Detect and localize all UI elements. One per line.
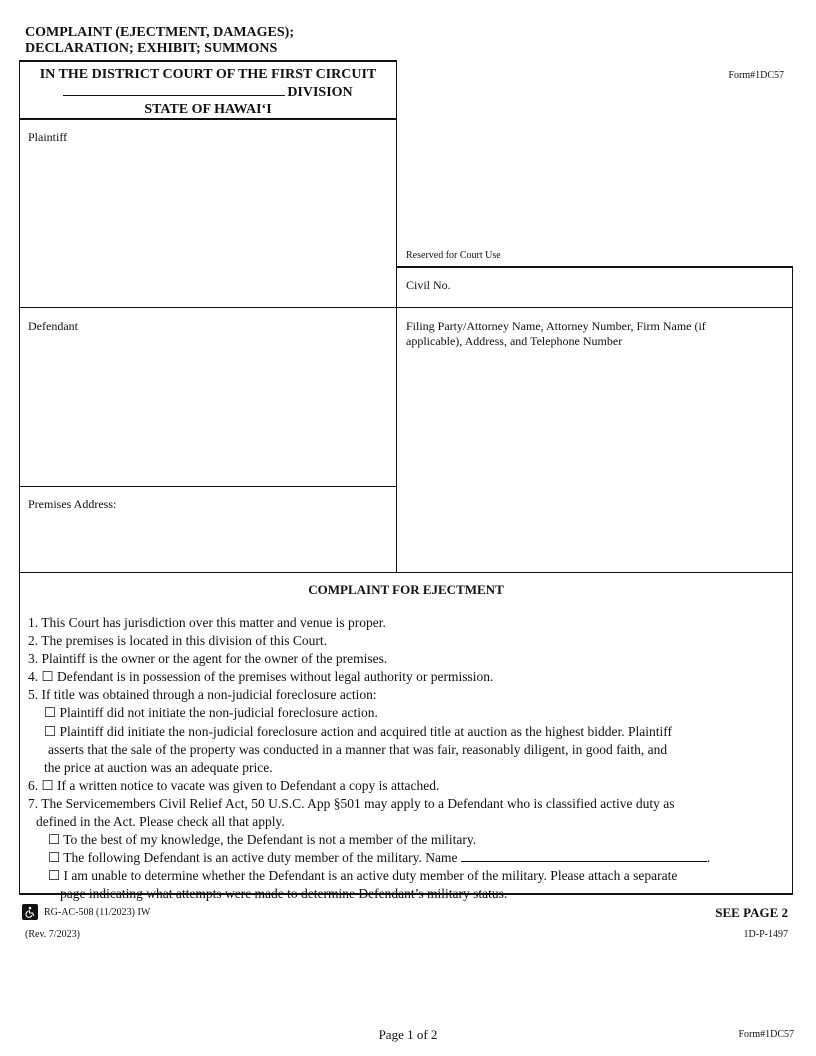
form-title-line1: COMPLAINT (EJECTMENT, DAMAGES); <box>25 25 294 40</box>
division-line <box>20 83 396 101</box>
civil-no-label: Civil No. <box>406 278 451 292</box>
checkbox-unable-determine[interactable]: ☐ <box>48 868 61 884</box>
division-blank[interactable] <box>63 83 285 96</box>
revision-date: (Rev. 7/2023) <box>25 929 80 940</box>
paragraph-6-number: 6. <box>28 777 39 793</box>
paragraph-5b-line2: asserts that the sale of the property was conducted in a manner that was fair, reasonably diligent, in good faith, and <box>48 741 668 757</box>
paragraph-7b: ☐ The following Defendant is an active duty member of the military. Name . <box>48 850 711 866</box>
paragraph-6 <box>28 777 788 795</box>
wheelchair-icon-glyph <box>24 906 36 918</box>
filing-party-line2: applicable), Address, and Telephone Number <box>406 334 623 348</box>
checkbox-did-not-initiate[interactable]: ☐ <box>44 705 57 721</box>
plaintiff-defendant-divider <box>19 307 793 308</box>
form-title <box>25 25 294 57</box>
civil-box-top-border <box>396 266 793 268</box>
document-code: 1D-P-1497 <box>743 929 788 940</box>
complaint-body <box>28 614 788 904</box>
filing-party-line1: Filing Party/Attorney Name, Attorney Number, Firm Name (if <box>406 319 706 333</box>
paragraph-7c-line2: page indicating what attempts were made to determine Defendant’s military status. <box>60 886 508 902</box>
paragraph-3: 3. Plaintiff is the owner or the agent for the owner of the premises. <box>28 651 388 667</box>
paragraph-7a-text: To the best of my knowledge, the Defendant is not a member of the military. <box>63 832 477 848</box>
rg-code: RG-AC-508 (11/2023) IW <box>44 906 151 918</box>
court-name: IN THE DISTRICT COURT OF THE FIRST CIRCUIT <box>39 67 377 82</box>
court-header <box>20 66 396 118</box>
left-box-right-border <box>396 60 397 573</box>
paragraph-4-text: Defendant is in possession of the premises without legal authority or permission. <box>56 669 494 685</box>
see-page-2: SEE PAGE 2 <box>715 905 788 920</box>
paragraph-5b <box>28 723 788 741</box>
complaint-left-border <box>19 572 20 894</box>
checkbox-not-military[interactable]: ☐ <box>48 832 61 848</box>
paragraph-7a <box>28 831 788 849</box>
left-box-top-border <box>19 60 397 62</box>
complaint-section-title: COMPLAINT FOR EJECTMENT <box>308 582 504 597</box>
wheelchair-icon <box>22 904 38 920</box>
paragraph-6-text: If a written notice to vacate was given to Defendant a copy is attached. <box>56 777 440 793</box>
paragraph-7c-line1: I am unable to determine whether the Defendant is an active duty member of the military. Please attach a separate <box>63 868 678 884</box>
page-number: Page 1 of 2 <box>378 1027 438 1042</box>
checkbox-possession[interactable]: ☐ <box>41 669 54 685</box>
footer-left <box>22 904 150 920</box>
paragraph-2: 2. The premises is located in this division of this Court. <box>28 633 327 649</box>
defendant-label: Defendant <box>28 319 78 333</box>
paragraph-4 <box>28 668 788 686</box>
complaint-right-border <box>792 572 793 894</box>
caption-right-border <box>792 266 793 573</box>
checkbox-active-duty[interactable]: ☐ <box>48 850 61 866</box>
plaintiff-label: Plaintiff <box>28 130 68 144</box>
paragraph-7c <box>28 867 788 885</box>
paragraph-5b-line3: the price at auction was an adequate price. <box>44 759 273 775</box>
filing-party-label <box>406 319 786 349</box>
paragraph-7-line2: defined in the Act. Please check all that apply. <box>36 814 285 830</box>
paragraph-7-line1: 7. The Servicemembers Civil Relief Act, 50 U.S.C. App §501 may apply to a Defendant who is classified active duty as <box>28 795 675 811</box>
checkbox-notice-attached[interactable]: ☐ <box>41 777 54 793</box>
checkbox-did-initiate[interactable]: ☐ <box>44 723 57 739</box>
left-box-left-border <box>19 60 20 573</box>
paragraph-5b-line1: Plaintiff did initiate the non-judicial foreclosure action and acquired title at auction as the highest bidder. Plaintiff <box>59 723 672 739</box>
form-number-bottom: Form#1DC57 <box>738 1029 794 1040</box>
premises-divider <box>19 486 397 487</box>
military-name-field[interactable] <box>461 849 707 862</box>
premises-address-label: Premises Address: <box>28 497 117 511</box>
paragraph-7b-text: The following Defendant is an active duty member of the military. Name <box>63 850 458 866</box>
paragraph-1: 1. This Court has jurisdiction over this matter and venue is proper. <box>28 615 386 630</box>
paragraph-5a-text: Plaintiff did not initiate the non-judicial foreclosure action. <box>59 705 378 721</box>
paragraph-5a <box>28 704 788 722</box>
caption-bottom-border <box>19 572 793 573</box>
form-title-line2: DECLARATION; EXHIBIT; SUMMONS <box>25 41 278 56</box>
reserved-court-use-label: Reserved for Court Use <box>406 250 501 261</box>
state-name: STATE OF HAWAIʻI <box>144 102 272 117</box>
division-label: DIVISION <box>287 85 353 100</box>
paragraph-5: 5. If title was obtained through a non-judicial foreclosure action: <box>28 687 377 703</box>
paragraph-4-number: 4. <box>28 669 39 685</box>
court-header-bottom-border <box>19 118 397 120</box>
form-number: Form#1DC57 <box>728 70 784 81</box>
